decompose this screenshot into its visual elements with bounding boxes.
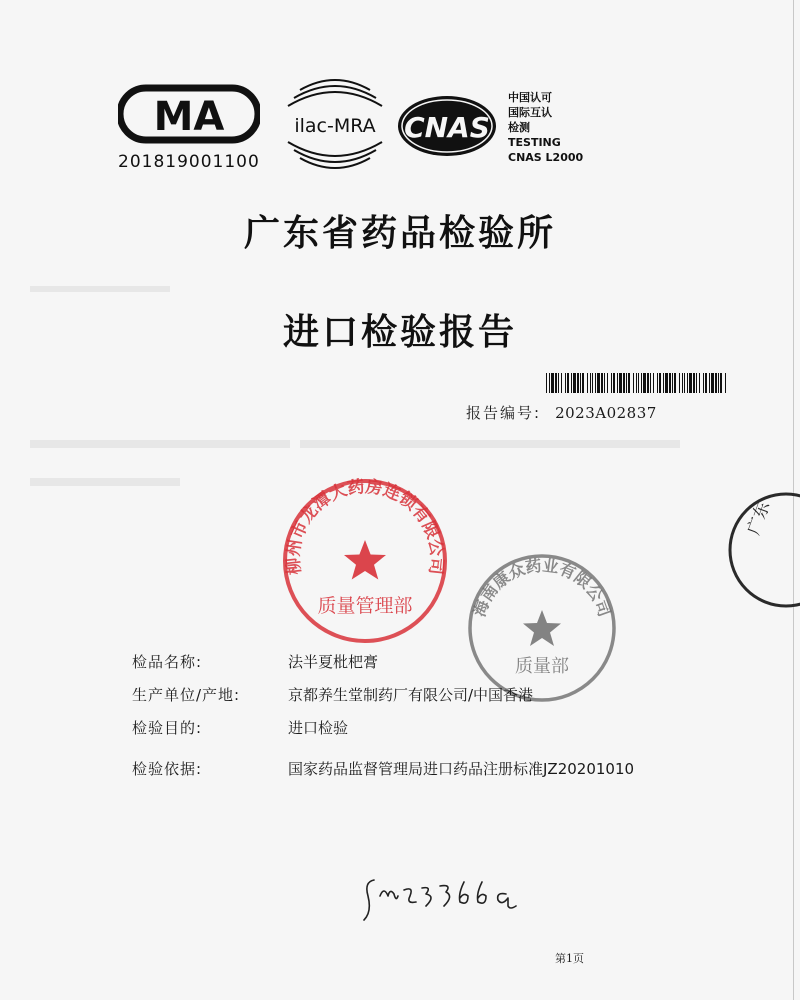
barcode-bar [551,373,554,393]
barcode-bar [623,373,625,393]
report-title: 进口检验报告 [282,312,517,353]
barcode-bar [587,373,588,393]
field-label: 检品名称: [132,653,203,671]
field-label: 生产单位/产地: [132,686,241,704]
cnas-line: 检测 [508,121,530,134]
barcode-bar [709,373,710,393]
barcode-bar [628,373,630,393]
barcode-bar [684,373,685,393]
cnas-line: TESTING [508,136,561,149]
cnas-logo-text: CNAS [404,111,490,144]
field-sample-name [132,651,378,672]
barcode-bar [659,373,661,393]
barcode-bar [687,373,688,393]
barcode-bar [558,373,559,393]
barcode-bar [565,373,566,393]
report-number-label: 报告编号: [466,404,542,422]
cnas-line: 国际互认 [508,106,552,119]
barcode-bar [718,373,719,393]
field-label: 检验依据: [132,760,203,778]
barcode-bar [617,373,618,393]
barcode-bar [604,373,605,393]
report-number-value: 2023A02837 [555,404,657,422]
ilac-mra-logo [276,76,394,172]
field-purpose [132,717,348,738]
barcode-bar [626,373,627,393]
barcode-bar [725,373,726,393]
edge-stamp-text: 广东 [743,498,775,538]
barcode-bar [567,373,569,393]
barcode-bar [663,373,664,393]
barcode-bar [590,373,591,393]
star-icon [523,610,561,646]
barcode-bar [592,373,593,393]
red-company-stamp [280,476,450,646]
barcode-bar [636,373,637,393]
bleed-through-mark [300,440,680,448]
barcode-bar [601,373,603,393]
barcode-bar [633,373,634,393]
field-manufacturer [132,684,533,705]
barcode-bar [613,373,615,393]
barcode-bar [643,373,646,393]
cnas-line: 中国认可 [508,91,552,104]
barcode [546,373,728,393]
ma-logo-text: MA [153,94,225,140]
handwritten-signature [356,866,536,926]
barcode-bar [672,373,673,393]
barcode-bar [715,373,717,393]
barcode-bar [571,373,572,393]
bleed-through-mark [30,478,180,486]
red-stamp-outer-text: 柳州市龙潭大药房连锁有限公司 [283,476,447,576]
grey-company-stamp [466,552,618,704]
barcode-bar [653,373,654,393]
barcode-bar [650,373,651,393]
barcode-bar [711,373,714,393]
barcode-bar [638,373,639,393]
field-value: 京都养生堂制药厂有限公司/中国香港 [288,686,534,704]
barcode-bar [696,373,697,393]
barcode-bar [573,373,576,393]
bleed-through-mark [30,286,170,292]
field-value: 进口检验 [288,719,349,737]
barcode-bar [693,373,695,393]
barcode-bar [720,373,722,393]
field-value: 国家药品监督管理局进口药品注册标准JZ20201010 [288,760,635,778]
cnas-accreditation-text [508,90,583,165]
cma-logo [118,84,260,144]
bleed-through-mark [30,440,290,448]
barcode-bar [705,373,707,393]
field-basis [132,758,634,779]
barcode-bar [549,373,550,393]
barcode-bar [703,373,704,393]
barcode-bar [607,373,608,393]
barcode-bar [647,373,649,393]
star-icon [344,540,386,580]
barcode-bar [561,373,562,393]
barcode-bar [611,373,612,393]
organization-title: 广东省药品检验所 [243,213,556,254]
barcode-bar [699,373,700,393]
barcode-bar [577,373,579,393]
grey-stamp-inner-text: 质量部 [515,656,569,677]
red-stamp-inner-text: 质量管理部 [317,595,413,617]
barcode-bar [669,373,671,393]
barcode-bar [641,373,642,393]
barcode-bar [580,373,581,393]
barcode-bar [546,373,547,393]
page-number: 第1页 [555,952,584,965]
barcode-bar [555,373,557,393]
cma-number: 201819001100 [118,152,260,172]
grey-stamp-outer-text: 海南康众药业有限公司 [469,555,615,620]
barcode-bar [665,373,668,393]
report-number [466,402,657,423]
barcode-bar [689,373,692,393]
barcode-bar [679,373,680,393]
edge-partial-stamp [706,490,800,610]
barcode-bar [657,373,658,393]
field-label: 检验目的: [132,719,203,737]
barcode-bar [619,373,622,393]
barcode-bar [595,373,596,393]
barcode-bar [682,373,683,393]
cnas-line: CNAS L2000 [508,151,584,164]
barcode-bar [674,373,676,393]
svg-text:海南康众药业有限公司 [470,556,615,619]
field-value: 法半夏枇杷膏 [288,653,379,671]
barcode-bar [597,373,600,393]
ilac-logo-text: ilac-MRA [294,115,376,137]
cnas-logo [396,94,498,158]
barcode-bar [582,373,584,393]
